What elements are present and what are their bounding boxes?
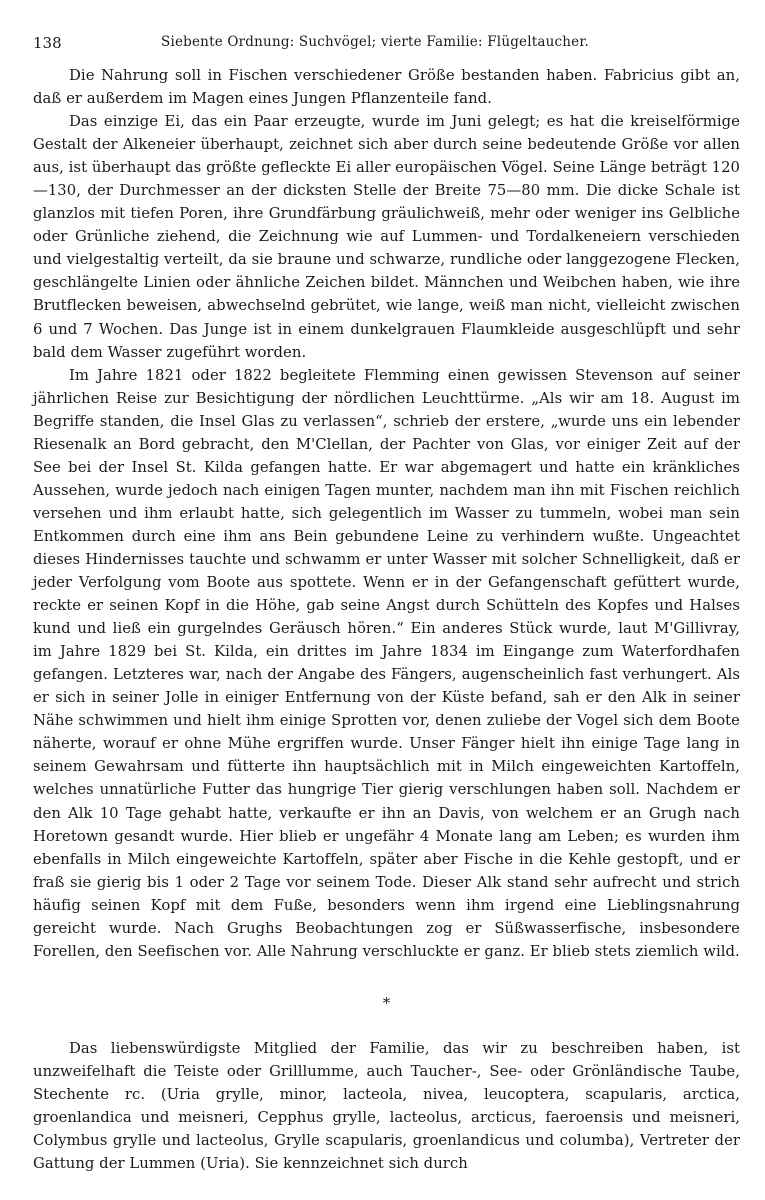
paragraph-egg: Das einzige Ei, das ein Paar erzeugte, wurde im Juni gelegt; es hat die kreiselförmige Gestalt der Alkeneier überhaupt, zeichnet sich aber durch seine bedeutende Größe vor allen aus, ist überhaupt das größte gefleckte Ei aller europäischen Vögel. Seine Länge beträgt 120—130, der Durchmesser an der dicksten Stelle der Breite 75—80 mm. Die dicke Schale ist glanzlos mit tiefen Poren, ihre Grundfärbung gräulichweiß, mehr oder weniger ins Gelbliche oder Grünliche ziehend, die Zeichnung wie auf Lummen- und Tordalkeneiern verschieden und vielgestaltig verteilt, da sie braune und schwarze, rundliche oder langgezogene Flecken, geschlängelte Linien oder ähnliche Zeichen bildet. Männchen und Weibchen haben, wie ihre Brutflecken beweisen, abwechselnd gebrütet, wie lange, weiß man nicht, vielleicht zwischen 6 und 7 Wochen. Das Junge ist in einem dunkelgrauen Flaumkleide ausgeschlüpft und sehr bald dem Wasser zugeführt worden.	[33, 113, 740, 361]
paragraph-captivity: Im Jahre 1821 oder 1822 begleitete Flemming einen gewissen Stevenson auf seiner jährlichen Reise zur Besichtigung der nördlichen Leuchttürme. „Als wir am 18. August im Begriffe standen, die Insel Glas zu verlassen“, schrieb der erstere, „wurde uns ein lebender Riesenalk an Bord gebracht, den M'Clellan, der Pachter von Glas, vor einiger Zeit auf der See bei der Insel St. Kilda gefangen hatte. Er war abgemagert und hatte ein kränkliches Aussehen, wurde jedoch nach einigen Tagen munter, nachdem man ihn mit Fischen reichlich versehen und ihm erlaubt hatte, sich gelegentlich im Wasser zu tummeln, wobei man sein Entkommen durch eine ihm ans Bein gebundene Leine zu verhindern wußte. Ungeachtet dieses Hindernisses tauchte und schwamm er unter Wasser mit solcher Schnelligkeit, daß er jeder Verfolgung vom Boote aus spottete. Wenn er in der Gefangenschaft gefüttert wurde, reckte er seinen Kopf in die Höhe, gab seine Angst durch Schütteln des Kopfes und Halses kund und ließ ein gurgelndes Geräusch hören.“ Ein anderes Stück wurde, laut M'Gillivray, im Jahre 1829 bei St. Kilda, ein drittes im Jahre 1834 im Eingange zum Waterfordhafen gefangen. Letzteres war, nach der Angabe des Fängers, augenscheinlich fast verhungert. Als er sich in seiner Jolle in einiger Entfernung von der Küste befand, sah er den Alk in seiner Nähe schwimmen und hielt ihm einige Sprotten vor, denen zuliebe der Vogel sich dem Boote näherte, worauf er ohne Mühe ergriffen wurde. Unser Fänger hielt ihn einige Tage lang in seinem Gewahrsam und fütterte ihn hauptsächlich mit in Milch eingeweichten Kartoffeln, welches unnatürliche Futter das hungrige Tier gierig verschlungen haben soll. Nachdem er den Alk 10 Tage gehabt hatte, verkaufte er ihn an Davis, von welchem er an Grugh nach Horetown gesandt wurde. Hier blieb er ungefähr 4 Monate lang am Leben; es wurden ihm ebenfalls in Milch eingeweichte Kartoffeln, später aber Fische in die Kehle gestopft, und er fraß sie gierig bis 1 oder 2 Tage vor seinem Tode. Dieser Alk stand sehr aufrecht und strich häufig seinen Kopf mit dem Fuße, besonders wenn ihm irgend eine Lieblingsnahrung gereicht wurde. Nach Grughs Beobachtungen zog er Süßwasserfische, insbesondere Forellen, den Seefischen vor. Alle Nahrung verschluckte er ganz. Er blieb stets ziemlich wild.	[33, 366, 740, 960]
running-head: Siebente Ordnung: Suchvögel; vierte Familie: Flügeltaucher.	[161, 34, 590, 50]
page-body	[33, 64, 740, 1175]
section-separator: *	[382, 993, 391, 1012]
page-number: 138	[33, 34, 62, 52]
paragraph-teiste: Das liebenswürdigste Mitglied der Familie, das wir zu beschreiben haben, ist unzweifelhaft die Teiste oder Grilllumme, auch Taucher-, See- oder Grönländische Taube, Stechente rc. (Uria grylle, minor, lacteola, nivea, leucoptera, scapularis, arctica, groenlandica und meisneri, Cepphus grylle, lacteolus, arcticus, faeroensis und meisneri, Colymbus grylle und lacteolus, Grylle scapularis, groenlandicus und columba), Vertreter der Gattung der Lummen (Uria). Sie kennzeichnet sich durch	[33, 1039, 740, 1173]
page-header	[33, 34, 740, 54]
paragraph-food: Die Nahrung soll in Fischen verschiedener Größe bestanden haben. Fabricius gibt an, daß er außerdem im Magen eines Jungen Pflanzenteile fand.	[33, 67, 740, 108]
